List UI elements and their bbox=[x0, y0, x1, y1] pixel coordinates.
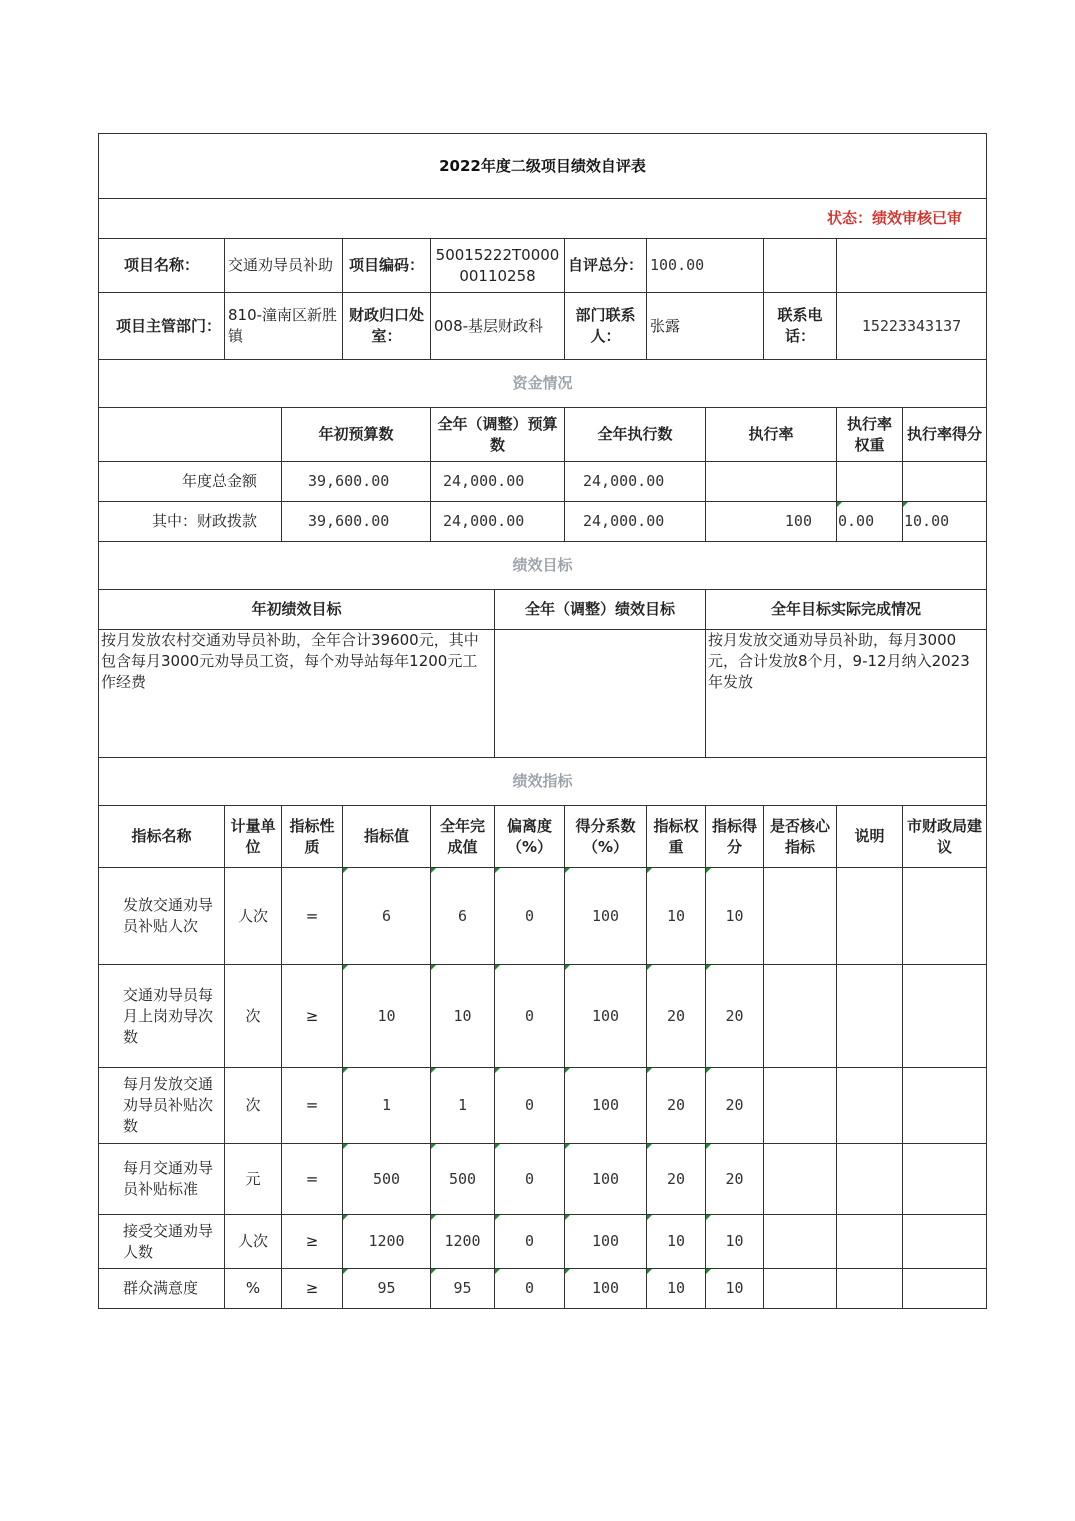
ind-done: 500 bbox=[431, 1144, 495, 1215]
empty-cell bbox=[764, 239, 837, 293]
ind-weight: 20 bbox=[647, 1144, 706, 1215]
table-row bbox=[99, 1144, 987, 1215]
ind-value: 95 bbox=[343, 1269, 431, 1309]
table-row bbox=[99, 1269, 987, 1309]
ind-coef: 100 bbox=[565, 1215, 647, 1269]
ind-core bbox=[764, 868, 837, 965]
page-title: 2022年度二级项目绩效自评表 bbox=[99, 134, 987, 199]
funds-row-adjusted: 24,000.00 bbox=[431, 502, 565, 542]
ind-header-core: 是否核心指标 bbox=[764, 806, 837, 868]
ind-score: 20 bbox=[706, 965, 764, 1068]
ind-name: 发放交通劝导员补贴人次 bbox=[99, 868, 225, 965]
ind-header-weight: 指标权重 bbox=[647, 806, 706, 868]
funds-row-executed: 24,000.00 bbox=[565, 502, 706, 542]
ind-score: 20 bbox=[706, 1144, 764, 1215]
ind-nature: = bbox=[282, 868, 343, 965]
ind-value: 500 bbox=[343, 1144, 431, 1215]
funds-header-budget: 年初预算数 bbox=[282, 408, 431, 462]
ind-unit: 次 bbox=[225, 965, 282, 1068]
ind-value: 10 bbox=[343, 965, 431, 1068]
ind-done: 6 bbox=[431, 868, 495, 965]
funds-header-rate: 执行率 bbox=[706, 408, 837, 462]
funds-header-weight: 执行率权重 bbox=[837, 408, 903, 462]
empty-cell bbox=[837, 239, 987, 293]
funds-row-score: 10.00 bbox=[903, 502, 987, 542]
score-label: 自评总分： bbox=[565, 239, 647, 293]
ind-dev: 0 bbox=[495, 1215, 565, 1269]
dept-value: 810-潼南区新胜镇 bbox=[225, 293, 343, 360]
ind-advice bbox=[903, 868, 987, 965]
table-row bbox=[99, 462, 987, 502]
ind-coef: 100 bbox=[565, 1068, 647, 1144]
ind-unit: 次 bbox=[225, 1068, 282, 1144]
table-row bbox=[99, 868, 987, 965]
funds-row-weight: 0.00 bbox=[837, 502, 903, 542]
funds-row-budget: 39,600.00 bbox=[282, 462, 431, 502]
finance-label: 财政归口处室： bbox=[343, 293, 431, 360]
ind-header-value: 指标值 bbox=[343, 806, 431, 868]
funds-row-executed: 24,000.00 bbox=[565, 462, 706, 502]
ind-nature: ≥ bbox=[282, 1215, 343, 1269]
funds-row-label: 年度总金额 bbox=[99, 462, 282, 502]
score-value: 100.00 bbox=[647, 239, 764, 293]
ind-advice bbox=[903, 1144, 987, 1215]
ind-weight: 10 bbox=[647, 1215, 706, 1269]
table-row bbox=[99, 1068, 987, 1144]
ind-score: 10 bbox=[706, 1269, 764, 1309]
ind-score: 10 bbox=[706, 1215, 764, 1269]
project-code-value: 50015222T000000110258 bbox=[431, 239, 565, 293]
ind-coef: 100 bbox=[565, 1144, 647, 1215]
ind-unit: % bbox=[225, 1269, 282, 1309]
finance-value: 008-基层财政科 bbox=[431, 293, 565, 360]
ind-dev: 0 bbox=[495, 1144, 565, 1215]
ind-advice bbox=[903, 1068, 987, 1144]
dept-label: 项目主管部门： bbox=[99, 293, 225, 360]
ind-note bbox=[837, 1068, 903, 1144]
ind-note bbox=[837, 1144, 903, 1215]
ind-core bbox=[764, 1215, 837, 1269]
contact-value: 张露 bbox=[647, 293, 764, 360]
ind-coef: 100 bbox=[565, 1269, 647, 1309]
ind-note bbox=[837, 1215, 903, 1269]
ind-note bbox=[837, 1269, 903, 1309]
indicators-section-title: 绩效指标 bbox=[99, 758, 987, 806]
funds-row-rate: 100 bbox=[706, 502, 837, 542]
ind-header-done: 全年完成值 bbox=[431, 806, 495, 868]
ind-header-nature: 指标性质 bbox=[282, 806, 343, 868]
ind-done: 1 bbox=[431, 1068, 495, 1144]
funds-row-budget: 39,600.00 bbox=[282, 502, 431, 542]
funds-row-label: 其中：财政拨款 bbox=[99, 502, 282, 542]
goals-adjusted-text bbox=[495, 630, 706, 758]
project-name-value: 交通劝导员补助 bbox=[225, 239, 343, 293]
ind-header-name: 指标名称 bbox=[99, 806, 225, 868]
table-row bbox=[99, 965, 987, 1068]
ind-nature: = bbox=[282, 1144, 343, 1215]
ind-score: 20 bbox=[706, 1068, 764, 1144]
ind-name: 交通劝导员每月上岗劝导次数 bbox=[99, 965, 225, 1068]
ind-header-note: 说明 bbox=[837, 806, 903, 868]
project-code-label: 项目编码： bbox=[343, 239, 431, 293]
funds-section-title: 资金情况 bbox=[99, 360, 987, 408]
ind-nature: ≥ bbox=[282, 965, 343, 1068]
ind-header-coef: 得分系数（%） bbox=[565, 806, 647, 868]
funds-header-adjusted: 全年（调整）预算数 bbox=[431, 408, 565, 462]
funds-row-score bbox=[903, 462, 987, 502]
ind-done: 1200 bbox=[431, 1215, 495, 1269]
table-row bbox=[99, 1215, 987, 1269]
ind-core bbox=[764, 1068, 837, 1144]
funds-header-executed: 全年执行数 bbox=[565, 408, 706, 462]
ind-dev: 0 bbox=[495, 868, 565, 965]
ind-unit: 人次 bbox=[225, 868, 282, 965]
funds-row-rate bbox=[706, 462, 837, 502]
funds-row-weight bbox=[837, 462, 903, 502]
ind-dev: 0 bbox=[495, 965, 565, 1068]
goals-header-initial: 年初绩效目标 bbox=[99, 590, 495, 630]
goals-initial-text: 按月发放农村交通劝导员补助，全年合计39600元，其中包含每月3000元劝导员工资，每个劝导站每年1200元工作经费 bbox=[99, 630, 495, 758]
ind-header-advice: 市财政局建议 bbox=[903, 806, 987, 868]
ind-core bbox=[764, 1269, 837, 1309]
ind-weight: 10 bbox=[647, 1269, 706, 1309]
ind-note bbox=[837, 868, 903, 965]
ind-value: 6 bbox=[343, 868, 431, 965]
goals-actual-text: 按月发放交通劝导员补助，每月3000元，合计发放8个月，9-12月纳入2023年发放 bbox=[706, 630, 987, 758]
goals-header-adjusted: 全年（调整）绩效目标 bbox=[495, 590, 706, 630]
ind-name: 群众满意度 bbox=[99, 1269, 225, 1309]
phone-value: 15223343137 bbox=[837, 293, 987, 360]
ind-weight: 20 bbox=[647, 965, 706, 1068]
ind-nature: ≥ bbox=[282, 1269, 343, 1309]
ind-name: 每月交通劝导员补贴标准 bbox=[99, 1144, 225, 1215]
phone-label: 联系电话： bbox=[764, 293, 837, 360]
ind-core bbox=[764, 1144, 837, 1215]
ind-unit: 人次 bbox=[225, 1215, 282, 1269]
table-row bbox=[99, 502, 987, 542]
goals-section-title: 绩效目标 bbox=[99, 542, 987, 590]
ind-header-dev: 偏离度（%） bbox=[495, 806, 565, 868]
ind-dev: 0 bbox=[495, 1068, 565, 1144]
ind-done: 95 bbox=[431, 1269, 495, 1309]
contact-label: 部门联系人： bbox=[565, 293, 647, 360]
ind-weight: 20 bbox=[647, 1068, 706, 1144]
ind-core bbox=[764, 965, 837, 1068]
ind-name: 每月发放交通劝导员补贴次数 bbox=[99, 1068, 225, 1144]
funds-row-adjusted: 24,000.00 bbox=[431, 462, 565, 502]
ind-score: 10 bbox=[706, 868, 764, 965]
ind-nature: = bbox=[282, 1068, 343, 1144]
ind-advice bbox=[903, 1269, 987, 1309]
ind-note bbox=[837, 965, 903, 1068]
evaluation-table bbox=[98, 133, 987, 1309]
ind-weight: 10 bbox=[647, 868, 706, 965]
ind-header-unit: 计量单位 bbox=[225, 806, 282, 868]
ind-unit: 元 bbox=[225, 1144, 282, 1215]
ind-value: 1 bbox=[343, 1068, 431, 1144]
ind-coef: 100 bbox=[565, 868, 647, 965]
funds-header-blank bbox=[99, 408, 282, 462]
goals-header-actual: 全年目标实际完成情况 bbox=[706, 590, 987, 630]
ind-advice bbox=[903, 1215, 987, 1269]
ind-dev: 0 bbox=[495, 1269, 565, 1309]
ind-name: 接受交通劝导人数 bbox=[99, 1215, 225, 1269]
ind-coef: 100 bbox=[565, 965, 647, 1068]
funds-header-score: 执行率得分 bbox=[903, 408, 987, 462]
ind-advice bbox=[903, 965, 987, 1068]
ind-header-score: 指标得分 bbox=[706, 806, 764, 868]
ind-done: 10 bbox=[431, 965, 495, 1068]
project-name-label: 项目名称： bbox=[99, 239, 225, 293]
ind-value: 1200 bbox=[343, 1215, 431, 1269]
status-badge: 状态：绩效审核已审 bbox=[99, 199, 987, 239]
